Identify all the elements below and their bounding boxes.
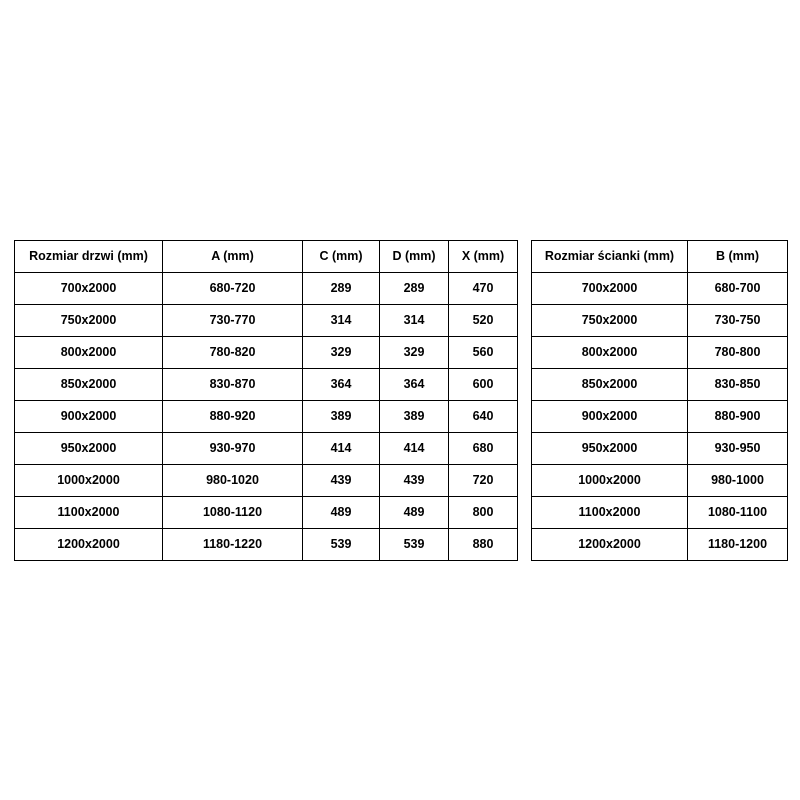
- cell-b: 1180-1200: [688, 529, 788, 561]
- cell-b: 1080-1100: [688, 497, 788, 529]
- cell-d: 329: [380, 337, 449, 369]
- column-header-wall-size: Rozmiar ścianki (mm): [532, 241, 688, 273]
- table-row: [15, 305, 518, 337]
- cell-c: 389: [303, 401, 380, 433]
- cell-door-size: 750x2000: [15, 305, 163, 337]
- cell-b: 730-750: [688, 305, 788, 337]
- table-row: [532, 401, 788, 433]
- wall-sizes-table-container: [531, 240, 788, 561]
- cell-d: 364: [380, 369, 449, 401]
- table-row: [15, 497, 518, 529]
- cell-wall-size: 900x2000: [532, 401, 688, 433]
- cell-a: 730-770: [163, 305, 303, 337]
- cell-door-size: 1200x2000: [15, 529, 163, 561]
- table-row: [532, 369, 788, 401]
- cell-b: 830-850: [688, 369, 788, 401]
- cell-door-size: 950x2000: [15, 433, 163, 465]
- cell-wall-size: 1100x2000: [532, 497, 688, 529]
- cell-b: 680-700: [688, 273, 788, 305]
- cell-a: 930-970: [163, 433, 303, 465]
- cell-x: 520: [449, 305, 518, 337]
- table-row: [15, 465, 518, 497]
- cell-c: 414: [303, 433, 380, 465]
- table-row: [532, 337, 788, 369]
- table-header-row: [15, 241, 518, 273]
- cell-b: 980-1000: [688, 465, 788, 497]
- cell-c: 314: [303, 305, 380, 337]
- cell-x: 680: [449, 433, 518, 465]
- door-sizes-table-container: [14, 240, 518, 561]
- cell-wall-size: 1200x2000: [532, 529, 688, 561]
- cell-x: 600: [449, 369, 518, 401]
- cell-d: 289: [380, 273, 449, 305]
- door-sizes-table-body: [15, 273, 518, 561]
- cell-a: 980-1020: [163, 465, 303, 497]
- cell-c: 539: [303, 529, 380, 561]
- cell-a: 1180-1220: [163, 529, 303, 561]
- table-row: [532, 433, 788, 465]
- wall-sizes-table-head: [532, 241, 788, 273]
- cell-x: 880: [449, 529, 518, 561]
- cell-d: 389: [380, 401, 449, 433]
- door-sizes-table-head: [15, 241, 518, 273]
- cell-d: 439: [380, 465, 449, 497]
- cell-d: 314: [380, 305, 449, 337]
- table-row: [15, 273, 518, 305]
- cell-x: 560: [449, 337, 518, 369]
- table-row: [15, 337, 518, 369]
- table-row: [532, 529, 788, 561]
- cell-door-size: 1100x2000: [15, 497, 163, 529]
- wall-sizes-table: [531, 240, 788, 561]
- cell-wall-size: 700x2000: [532, 273, 688, 305]
- column-header-x: X (mm): [449, 241, 518, 273]
- cell-x: 470: [449, 273, 518, 305]
- cell-wall-size: 800x2000: [532, 337, 688, 369]
- cell-door-size: 850x2000: [15, 369, 163, 401]
- table-row: [15, 529, 518, 561]
- table-row: [532, 497, 788, 529]
- cell-a: 1080-1120: [163, 497, 303, 529]
- table-row: [15, 433, 518, 465]
- cell-b: 930-950: [688, 433, 788, 465]
- column-header-b: B (mm): [688, 241, 788, 273]
- cell-wall-size: 1000x2000: [532, 465, 688, 497]
- cell-c: 489: [303, 497, 380, 529]
- column-header-c: C (mm): [303, 241, 380, 273]
- cell-door-size: 700x2000: [15, 273, 163, 305]
- cell-x: 800: [449, 497, 518, 529]
- cell-a: 680-720: [163, 273, 303, 305]
- cell-c: 289: [303, 273, 380, 305]
- cell-d: 539: [380, 529, 449, 561]
- table-row: [15, 401, 518, 433]
- cell-door-size: 900x2000: [15, 401, 163, 433]
- cell-a: 880-920: [163, 401, 303, 433]
- column-header-d: D (mm): [380, 241, 449, 273]
- cell-x: 640: [449, 401, 518, 433]
- table-row: [532, 273, 788, 305]
- cell-a: 780-820: [163, 337, 303, 369]
- wall-sizes-table-body: [532, 273, 788, 561]
- cell-b: 880-900: [688, 401, 788, 433]
- door-sizes-table: [14, 240, 518, 561]
- cell-x: 720: [449, 465, 518, 497]
- cell-wall-size: 850x2000: [532, 369, 688, 401]
- table-row: [532, 465, 788, 497]
- cell-wall-size: 750x2000: [532, 305, 688, 337]
- cell-c: 439: [303, 465, 380, 497]
- cell-door-size: 1000x2000: [15, 465, 163, 497]
- cell-b: 780-800: [688, 337, 788, 369]
- table-row: [15, 369, 518, 401]
- cell-d: 414: [380, 433, 449, 465]
- cell-c: 329: [303, 337, 380, 369]
- cell-door-size: 800x2000: [15, 337, 163, 369]
- column-header-door-size: Rozmiar drzwi (mm): [15, 241, 163, 273]
- table-header-row: [532, 241, 788, 273]
- cell-wall-size: 950x2000: [532, 433, 688, 465]
- table-row: [532, 305, 788, 337]
- cell-a: 830-870: [163, 369, 303, 401]
- column-header-a: A (mm): [163, 241, 303, 273]
- cell-c: 364: [303, 369, 380, 401]
- cell-d: 489: [380, 497, 449, 529]
